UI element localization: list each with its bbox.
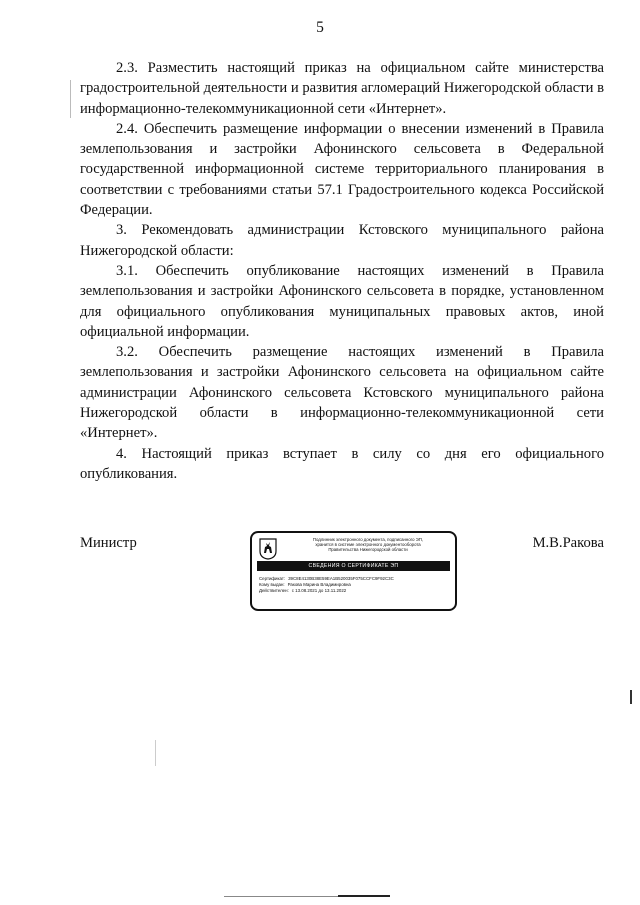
scan-edge-line bbox=[338, 895, 390, 897]
document-body bbox=[80, 58, 604, 484]
signature-block bbox=[80, 531, 604, 621]
scan-mark bbox=[70, 80, 71, 118]
scan-mark bbox=[155, 740, 156, 766]
issued-to-label: Кому выдан: bbox=[259, 582, 285, 587]
signer-name: М.В.Ракова bbox=[532, 535, 604, 551]
issued-to-value: Ракова Марина Владимировна bbox=[287, 582, 351, 587]
scan-mark bbox=[630, 690, 632, 704]
paragraph-2-4: 2.4. Обеспечить размещение информации о внесении изменений в Правила землепользования и застройки Афонинского сельсовета в Федеральной государственной информационной системе территориального планирования в соответствии с требованиями статьи 57.1 Градостроительного кодекса Российской Федерации. bbox=[80, 120, 604, 219]
stamp-header-line: Правительства Нижегородской области bbox=[328, 547, 408, 553]
paragraph-2-3: 2.3. Разместить настоящий приказ на официальном сайте министерства градостроительной деятельности и развития агломераций Нижегородской области в информационно-телекоммуникационной сети «Интернет». bbox=[80, 60, 604, 117]
stamp-banner: СВЕДЕНИЯ О СЕРТИФИКАТЕ ЭП bbox=[257, 561, 450, 571]
paragraph-3-2: 3.2. Обеспечить размещение настоящих изменений в Правила землепользования и застройки Афонинского сельсовета на официальном сайте администрации Афонинского сельсовета Кстовского муниципального района Нижегородской области в информационно-телекоммуникационной сети «Интернет». bbox=[80, 344, 604, 442]
validity-row bbox=[259, 588, 454, 594]
stamp-header-line: Подлинник электронного документа, подписанного ЭП, bbox=[312, 537, 424, 542]
stamp-header-line: хранится в системе электронного документооборота bbox=[315, 542, 421, 548]
signer-title: Министр bbox=[80, 535, 137, 551]
stamp-header bbox=[280, 537, 456, 552]
paragraph-3-1: 3.1. Обеспечить опубликование настоящих изменений в Правила землепользования и застройки Афонинского сельсовета в порядке, установленном для официального опубликования муниципальных правовых актов, иной официальной информации. bbox=[80, 262, 604, 340]
paragraph-4: 4. Настоящий приказ вступает в силу со дня его официального опубликования. bbox=[80, 445, 604, 482]
e-signature-stamp bbox=[250, 531, 457, 611]
page-number: 5 bbox=[316, 19, 324, 36]
validity-value: с 13.08.2021 до 13.11.2022 bbox=[291, 588, 347, 593]
stamp-details bbox=[259, 576, 454, 594]
validity-label: Действителен: bbox=[259, 588, 289, 593]
certificate-value: 39C8E4130B38E59EA1B520035F075CCFC9F92C3C bbox=[288, 576, 394, 581]
nizhny-novgorod-deer-emblem-icon bbox=[259, 538, 277, 560]
certificate-label: Сертификат: bbox=[259, 576, 286, 581]
paragraph-3: 3. Рекомендовать администрации Кстовского муниципального района Нижегородской области: bbox=[80, 222, 604, 259]
